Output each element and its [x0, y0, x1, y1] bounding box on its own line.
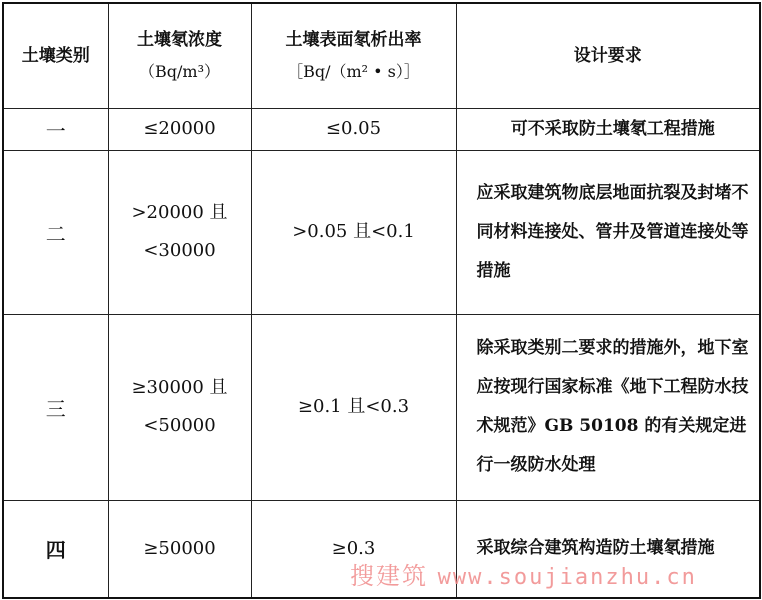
cell-exhalation: ≥0.1 且<0.3	[251, 314, 456, 500]
cell-requirement: 除采取类别二要求的措施外，地下室应按现行国家标准《地下工程防水技术规范》GB 50108 的有关规定进行一级防水处理	[456, 314, 760, 500]
cell-category: 二	[3, 150, 108, 314]
header-category	[3, 3, 108, 108]
table-row	[3, 108, 760, 150]
cell-requirement: 采取综合建筑构造防土壤氡措施	[456, 500, 760, 598]
cell-category: 三	[3, 314, 108, 500]
header-requirement-label: 设计要求	[573, 45, 642, 66]
watermark	[350, 556, 697, 591]
cell-category: 四	[3, 500, 108, 598]
header-concentration	[108, 3, 251, 108]
cell-exhalation: ≤0.05	[251, 108, 456, 150]
cell-concentration: ≥50000	[108, 500, 251, 598]
header-category-label: 土壤类别	[21, 45, 90, 66]
radon-design-table	[2, 2, 761, 599]
watermark-url: www.soujianzhu.cn	[437, 565, 697, 590]
cell-category: 一	[3, 108, 108, 150]
header-exhalation-title: 土壤表面氡析出率	[285, 29, 422, 50]
table-row	[3, 314, 760, 500]
header-exhalation	[251, 3, 456, 108]
watermark-text: 搜建筑	[350, 562, 428, 590]
cell-exhalation: >0.05 且<0.1	[251, 150, 456, 314]
table-row	[3, 150, 760, 314]
cell-concentration: >20000 且 <30000	[108, 150, 251, 314]
cell-requirement: 应采取建筑物底层地面抗裂及封堵不同材料连接处、管井及管道连接处等措施	[456, 150, 760, 314]
header-exhalation-unit: ［Bq/（m² • s）］	[287, 61, 420, 81]
cell-exhalation: ≥0.3	[251, 500, 456, 598]
header-concentration-title: 土壤氡浓度	[137, 29, 222, 50]
cell-requirement: 可不采取防土壤氡工程措施	[456, 108, 760, 150]
cell-concentration: ≥30000 且 <50000	[108, 314, 251, 500]
cell-concentration: ≤20000	[108, 108, 251, 150]
header-row	[3, 3, 760, 108]
header-requirement	[456, 3, 760, 108]
header-concentration-unit: （Bq/m³）	[139, 61, 220, 81]
